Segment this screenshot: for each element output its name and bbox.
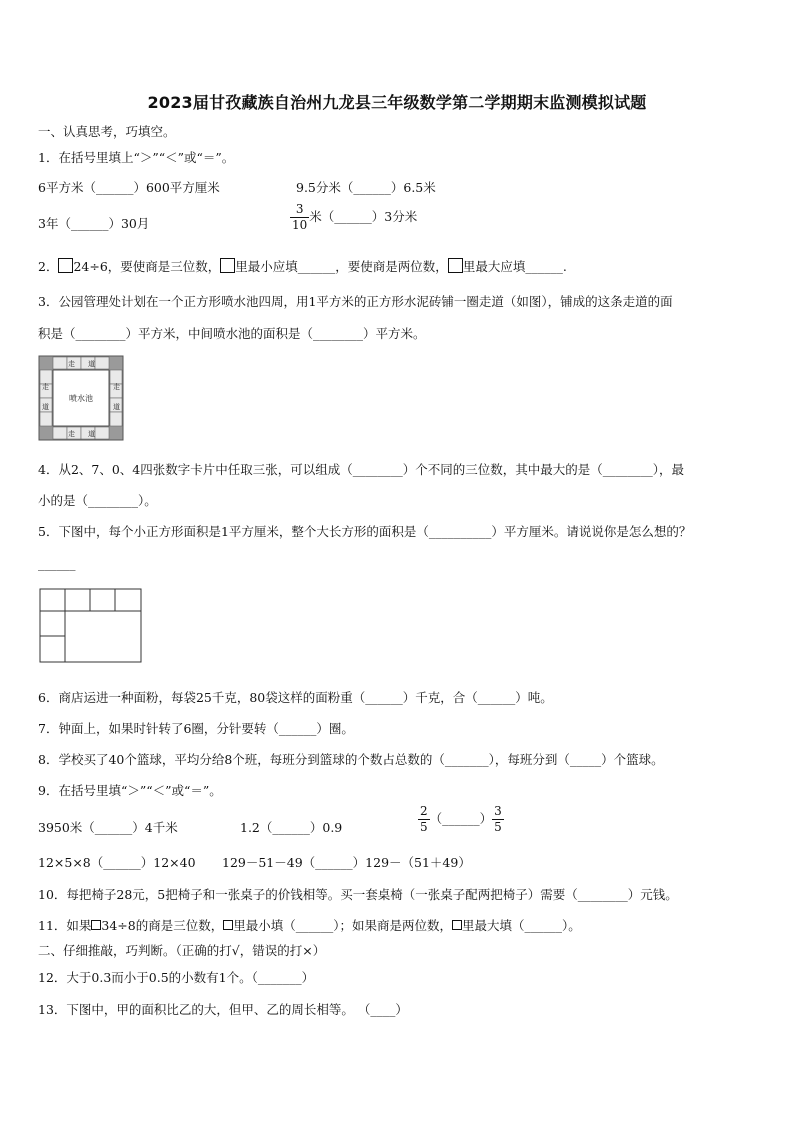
q1-item-d: $\frac{3}{10}$ 米（______）3分米 <box>292 202 418 232</box>
section-2-heading: 二、仔细推敲，巧判断。（正确的打√，错误的打×） <box>38 943 326 958</box>
q1-item-c: 3年（______）30月 <box>38 216 150 231</box>
question-9: 9．在括号里填“＞”“＜”或“＝”。 <box>38 783 222 798</box>
fig-label-zou-left: 走 <box>42 383 49 391</box>
question-3-line-2: 积是（________）平方米，中间喷水池的面积是（________）平方米。 <box>38 326 426 341</box>
question-6: 6．商店运进一种面粉，每袋25千克，80袋这样的面粉重（______）千克，合（______）吨。 <box>38 690 553 705</box>
question-13: 13．下图中，甲的面积比乙的大，但甲、乙的周长相等。 （____） <box>38 1002 408 1017</box>
question-3-line-1: 3．公园管理处计划在一个正方形喷水池四周，用1平方米的正方形水泥砖铺一圈走道（如图），铺成的这条走道的面 <box>38 294 673 309</box>
question-12: 12．大于0.3而小于0.5的小数有1个。（_______） <box>38 970 315 985</box>
rectangle-grid-figure <box>39 588 143 664</box>
blank-box-icon <box>58 258 73 273</box>
fig-center-label: 喷水池 <box>69 394 93 403</box>
question-11: 11．如果 34÷8的商是三位数， 里最小填（______）；如果商是两位数， 里最大填（______）。 <box>38 918 581 933</box>
blank-box-icon <box>452 920 462 930</box>
fig-label-dao-bottom: 道 <box>88 430 95 438</box>
question-2: 2． 24÷6，要使商是三位数， 里最小应填______，要使商是两位数， 里最大应填______. <box>38 259 567 274</box>
blank-box-icon <box>91 920 101 930</box>
fig-label-dao-top: 道 <box>88 360 95 368</box>
fountain-walkway-figure <box>38 355 124 441</box>
blank-box-icon <box>223 920 233 930</box>
question-4-line-1: 4．从2、7、0、4四张数字卡片中任取三张，可以组成（________）个不同的三位数，其中最大的是（________），最 <box>38 462 685 477</box>
q9-item-d: 12×5×8（______）12×40 <box>38 855 196 870</box>
fig-label-zou-right: 走 <box>113 383 120 391</box>
blank-box-icon <box>448 258 463 273</box>
fig-label-zou-bottom: 走 <box>68 430 75 438</box>
blank-box-icon <box>220 258 235 273</box>
q9-fraction-left: $\frac{2}{5}$ <box>420 804 428 834</box>
q9-item-e: 129－51－49（______）129－（51＋49） <box>222 855 471 870</box>
q9-item-a: 3950米（______）4千米 <box>38 820 178 835</box>
q9-item-b: 1.2（______）0.9 <box>240 820 343 835</box>
page-title: 2023届甘孜藏族自治州九龙县三年级数学第二学期期末监测模拟试题 <box>147 93 647 112</box>
q9-fraction-right: $\frac{3}{5}$ <box>494 804 502 834</box>
q1-item-a: 6平方米（______）600平方厘米 <box>38 180 220 195</box>
q9-item-c: $\frac{2}{5}$ （______） $\frac{3}{5}$ <box>420 804 502 834</box>
answer-line: ______ <box>38 556 76 571</box>
question-8: 8．学校买了40个篮球，平均分给8个班，每班分到篮球的个数占总数的（_______），每班分到（_____）个篮球。 <box>38 752 664 767</box>
q1-fraction: $\frac{3}{10}$ <box>292 202 308 232</box>
section-1-heading: 一、认真思考，巧填空。 <box>38 124 176 139</box>
fig-label-zou-top: 走 <box>68 360 75 368</box>
question-4-line-2: 小的是（________）。 <box>38 493 157 508</box>
question-7: 7．钟面上，如果时针转了6圈，分针要转（______）圈。 <box>38 721 354 736</box>
fig-label-dao-left: 道 <box>42 403 49 411</box>
question-10: 10．每把椅子28元，5把椅子和一张桌子的价钱相等。买一套桌椅（一张桌子配两把椅子）需要（________）元钱。 <box>38 887 678 902</box>
q1-item-b: 9.5分米（______）6.5米 <box>296 180 436 195</box>
question-5: 5．下图中，每个小正方形面积是1平方厘米，整个大长方形的面积是（__________）平方厘米。请说说你是怎么想的？ <box>38 524 692 539</box>
question-1: 1．在括号里填上“＞”“＜”或“＝”。 <box>38 150 235 165</box>
fig-label-dao-right: 道 <box>113 403 120 411</box>
